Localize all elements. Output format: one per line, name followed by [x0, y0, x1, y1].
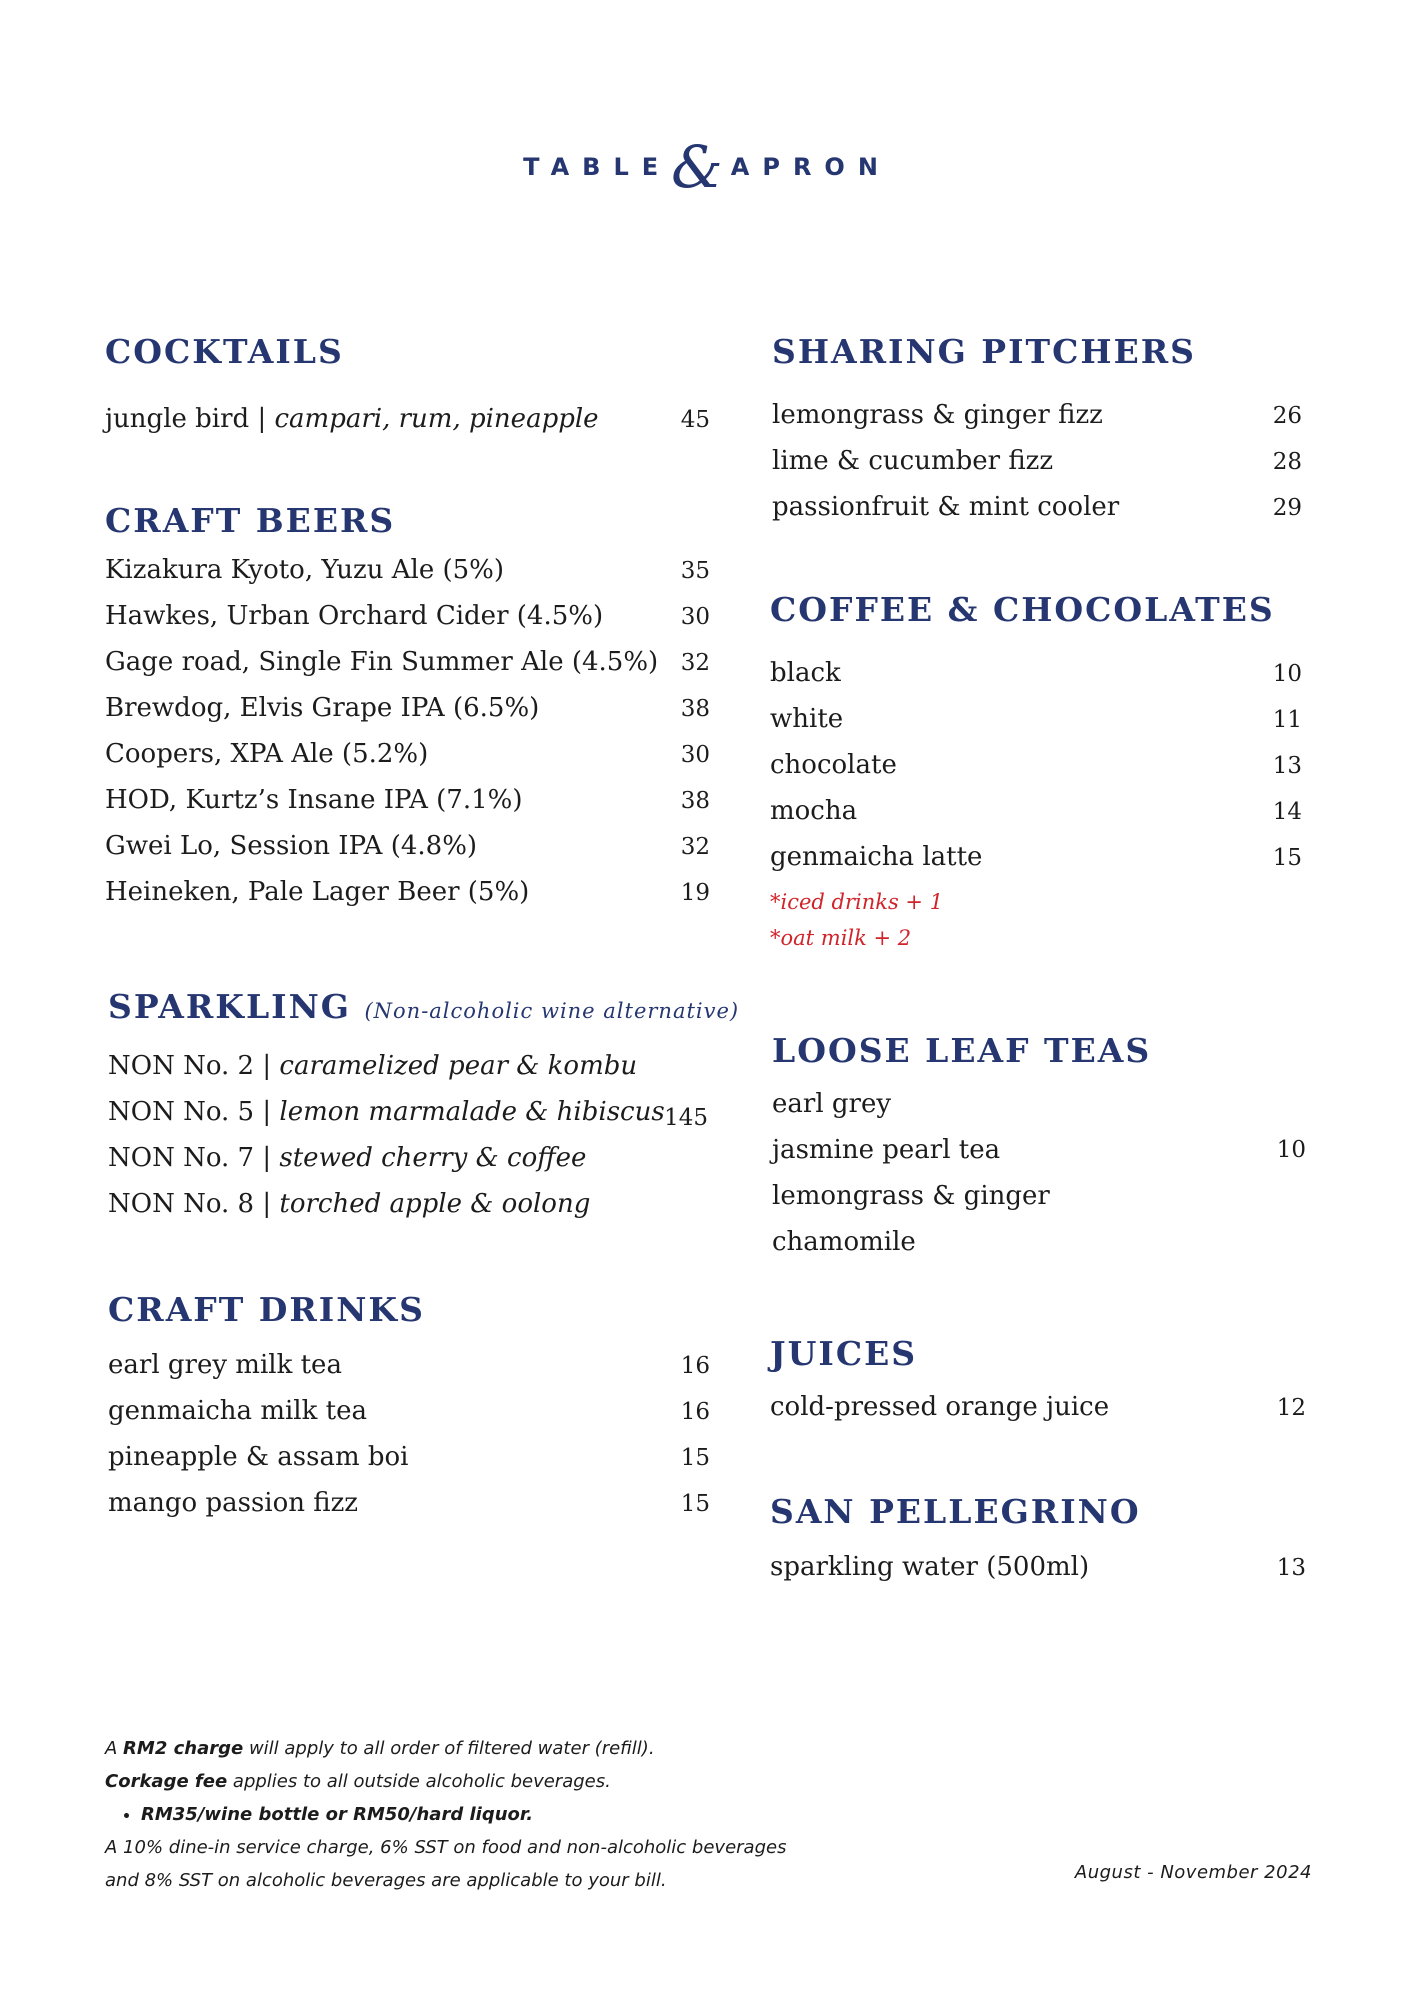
footer-notes — [105, 1732, 786, 1897]
menu-item: sparkling water (500ml) 13 — [770, 1544, 1306, 1590]
item-price: 35 — [680, 558, 710, 584]
brand-logo — [0, 133, 1414, 201]
menu-item: genmaicha milk tea 16 — [108, 1388, 710, 1434]
menu-item: Coopers, XPA Ale (5.2%) 30 — [105, 731, 710, 777]
menu-item: earl grey — [772, 1089, 892, 1119]
teas-heading: LOOSE LEAF TEAS — [772, 1031, 1152, 1070]
item-price: 28 — [1272, 449, 1302, 475]
sharing-pitchers-section — [772, 332, 1302, 530]
item-price: 30 — [680, 604, 710, 630]
iced-drinks-note: *iced drinks + 1 — [770, 890, 944, 914]
item-price: 13 — [1276, 1555, 1306, 1581]
menu-item: white 11 — [770, 696, 1302, 742]
menu-item: Hawkes, Urban Orchard Cider (4.5%) 30 — [105, 593, 710, 639]
menu-item: mocha 14 — [770, 788, 1302, 834]
item-price: 16 — [680, 1353, 710, 1379]
sparkling-subtitle: (Non-alcoholic wine alternative) — [364, 999, 740, 1023]
item-detail: campari, rum, pineapple — [274, 404, 599, 434]
brand-left: TABLE — [523, 153, 672, 181]
menu-item: HOD, Kurtz’s Insane IPA (7.1%) 38 — [105, 777, 710, 823]
service-charge-note: A 10% dine-in service charge, 6% SST on food and non-alcoholic beverages — [105, 1837, 787, 1858]
juices-section — [770, 1334, 1306, 1430]
coffee-heading: COFFEE & CHOCOLATES — [770, 590, 1275, 629]
menu-item: Gwei Lo, Session IPA (4.8%) 32 — [105, 823, 710, 869]
item-price: 26 — [1272, 403, 1302, 429]
item-price: 32 — [680, 650, 710, 676]
craft-drinks-section — [108, 1290, 710, 1526]
sparkling-heading: SPARKLING (Non-alcoholic wine alternative) — [108, 987, 740, 1026]
menu-item: Brewdog, Elvis Grape IPA (6.5%) 38 — [105, 685, 710, 731]
pellegrino-heading: SAN PELLEGRINO — [770, 1492, 1141, 1531]
menu-item: lime & cucumber fizz 28 — [772, 438, 1302, 484]
menu-item: genmaicha latte 15 — [770, 834, 1302, 880]
sharing-pitchers-heading: SHARING PITCHERS — [772, 332, 1196, 371]
item-price: 15 — [680, 1445, 710, 1471]
menu-item: chamomile — [772, 1227, 916, 1257]
menu-item: lemongrass & ginger — [772, 1181, 1050, 1211]
coffee-section — [770, 590, 1302, 956]
menu-item: Gage road, Single Fin Summer Ale (4.5%) 32 — [105, 639, 710, 685]
item-price: 12 — [1276, 1395, 1306, 1421]
menu-item: NON No. 8 | torched apple & oolong — [108, 1189, 591, 1219]
item-price: 15 — [680, 1491, 710, 1517]
sst-note: and 8% SST on alcoholic beverages are applicable to your bill. — [105, 1870, 667, 1891]
item-price: 29 — [1272, 495, 1302, 521]
item-price: 19 — [680, 880, 710, 906]
cocktails-heading: COCKTAILS — [105, 332, 344, 371]
item-price: 10 — [1272, 661, 1302, 687]
menu-item: jasmine pearl tea — [772, 1135, 1001, 1165]
menu-item: Kizakura Kyoto, Yuzu Ale (5%) 35 — [105, 547, 710, 593]
menu-item: lemongrass & ginger fizz 26 — [772, 392, 1302, 438]
menu-item: Heineken, Pale Lager Beer (5%) 19 — [105, 869, 710, 915]
cocktails-section — [105, 332, 710, 442]
item-price: 16 — [680, 1399, 710, 1425]
teas-section — [772, 1031, 1306, 1265]
menu-item: black 10 — [770, 650, 1302, 696]
craft-beers-section — [105, 501, 710, 915]
menu-item: mango passion fizz 15 — [108, 1480, 710, 1526]
item-price: 13 — [1272, 753, 1302, 779]
menu-item: NON No. 7 | stewed cherry & coffee — [108, 1143, 587, 1173]
sparkling-section — [108, 987, 740, 1227]
menu-item: chocolate 13 — [770, 742, 1302, 788]
menu-item: earl grey milk tea 16 — [108, 1342, 710, 1388]
sparkling-price: 145 — [664, 1105, 708, 1131]
craft-drinks-heading: CRAFT DRINKS — [108, 1290, 425, 1329]
corkage-rate: • RM35/wine bottle or RM50/hard liquor. — [141, 1798, 786, 1831]
item-price: 11 — [1272, 707, 1302, 733]
item-price: 15 — [1272, 845, 1302, 871]
juices-heading: JUICES — [770, 1334, 918, 1373]
item-price: 14 — [1272, 799, 1302, 825]
item-price: 38 — [680, 788, 710, 814]
item-price: 45 — [680, 407, 710, 433]
item-price: 32 — [680, 834, 710, 860]
pellegrino-section — [770, 1492, 1306, 1590]
menu-item: NON No. 5 | lemon marmalade & hibiscus — [108, 1097, 665, 1127]
menu-item: NON No. 2 | caramelized pear & kombu — [108, 1051, 638, 1081]
item-price: 30 — [680, 742, 710, 768]
craft-beers-heading: CRAFT BEERS — [105, 501, 396, 540]
menu-item: passionfruit & mint cooler 29 — [772, 484, 1302, 530]
water-charge-note: A RM2 charge will apply to all order of filtered water (refill). — [105, 1738, 655, 1759]
teas-price: 10 — [1276, 1137, 1306, 1163]
menu-item: cold-pressed orange juice 12 — [770, 1384, 1306, 1430]
menu-item: pineapple & assam boi 15 — [108, 1434, 710, 1480]
oat-milk-note: *oat milk + 2 — [770, 926, 912, 950]
corkage-note: Corkage fee applies to all outside alcoholic beverages. — [105, 1771, 611, 1792]
brand-right: APRON — [730, 153, 891, 181]
brand-ampersand: & — [671, 133, 723, 201]
menu-season: August - November 2024 — [1074, 1862, 1312, 1883]
item-price: 38 — [680, 696, 710, 722]
menu-item: jungle bird | campari, rum, pineapple 45 — [105, 396, 710, 442]
